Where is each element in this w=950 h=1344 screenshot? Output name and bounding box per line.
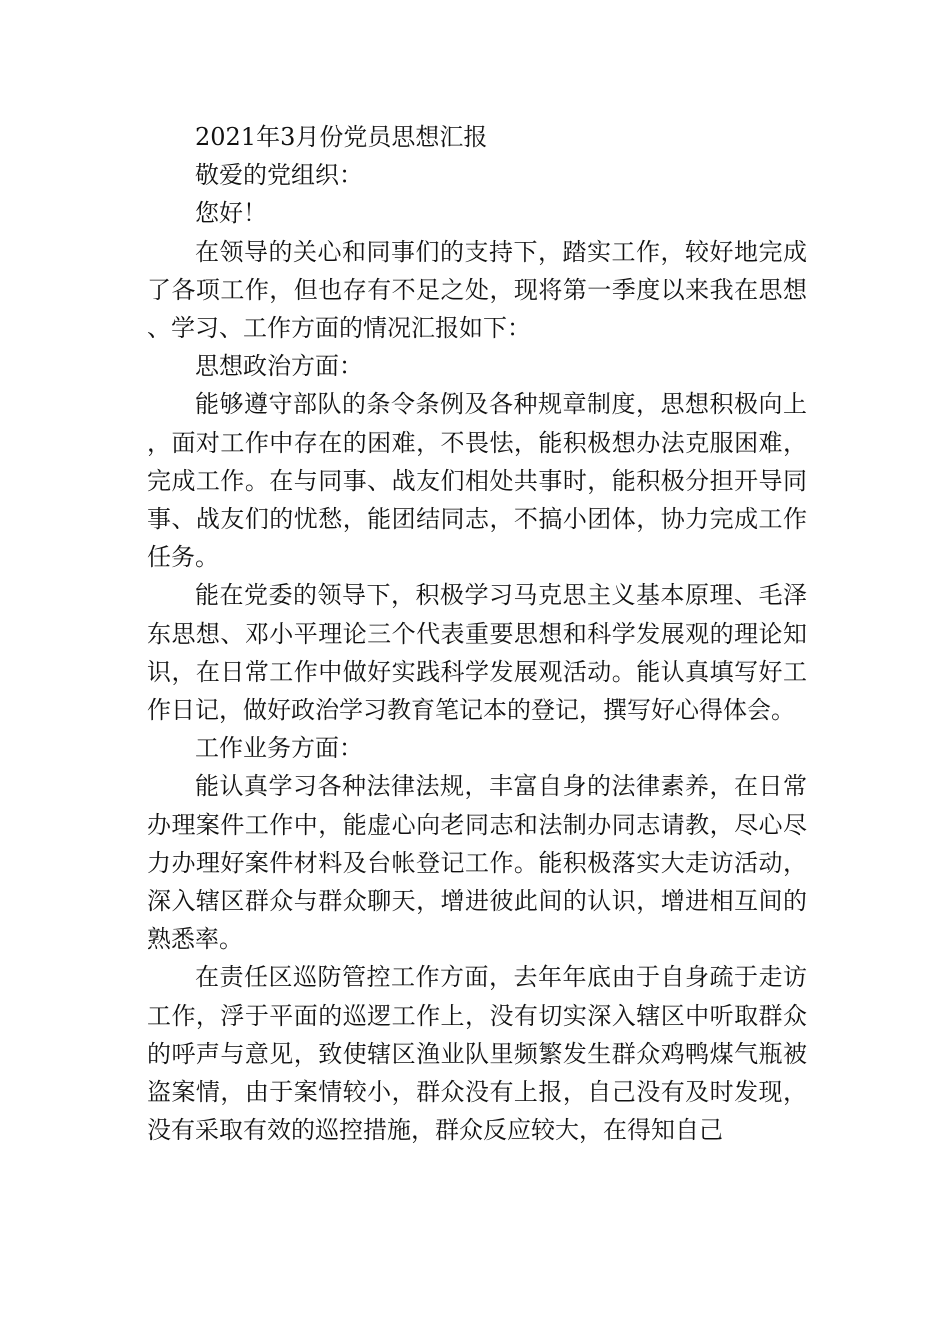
paragraph-law-study: 能认真学习各种法律法规，丰富自身的法律素养，在日常办理案件工作中，能虚心向老同志和法制办同志请教，尽心尽力办理好案件材料及台帐登记工作。能积极落实大走访活动，深入辖区群众与群众聊天，增进彼此间的认识，增进相互间的熟悉率。 [147, 772, 807, 954]
salutation: 敬爱的党组织： [195, 161, 363, 190]
paragraph-patrol: 在责任区巡防管控工作方面，去年年底由于自身疏于走访工作，浮于平面的巡逻工作上，没有切实深入辖区中听取群众的呼声与意见，致使辖区渔业队里频繁发生群众鸡鸭煤气瓶被盗案情，由于案情较小，群众没有上报，自己没有及时发现，没有采取有效的巡控措施，群众反应较大，在得知自己 [147, 963, 807, 1145]
paragraph-intro: 在领导的关心和同事们的支持下，踏实工作，较好地完成了各项工作，但也存有不足之处，现将第一季度以来我在思想、学习、工作方面的情况汇报如下： [147, 237, 807, 343]
paragraph-discipline: 能够遵守部队的条令条例及各种规章制度，思想积极向上，面对工作中存在的困难，不畏怯，能积极想办法克服困难，完成工作。在与同事、战友们相处共事时，能积极分担开导同事、战友们的忧愁，能团结同志，不搞小团体，协力完成工作任务。 [147, 390, 807, 572]
paragraph-study: 能在党委的领导下，积极学习马克思主义基本原理、毛泽东思想、邓小平理论三个代表重要思想和科学发展观的理论知识，在日常工作中做好实践科学发展观活动。能认真填写好工作日记，做好政治学习教育笔记本的登记，撰写好心得体会。 [147, 581, 807, 725]
heading-work-business: 工作业务方面： [195, 734, 363, 763]
document-body [147, 118, 807, 1149]
document-title: 2021年3月份党员思想汇报 [195, 123, 488, 151]
heading-ideology-politics: 思想政治方面： [195, 352, 363, 381]
greeting: 您好！ [195, 199, 267, 228]
